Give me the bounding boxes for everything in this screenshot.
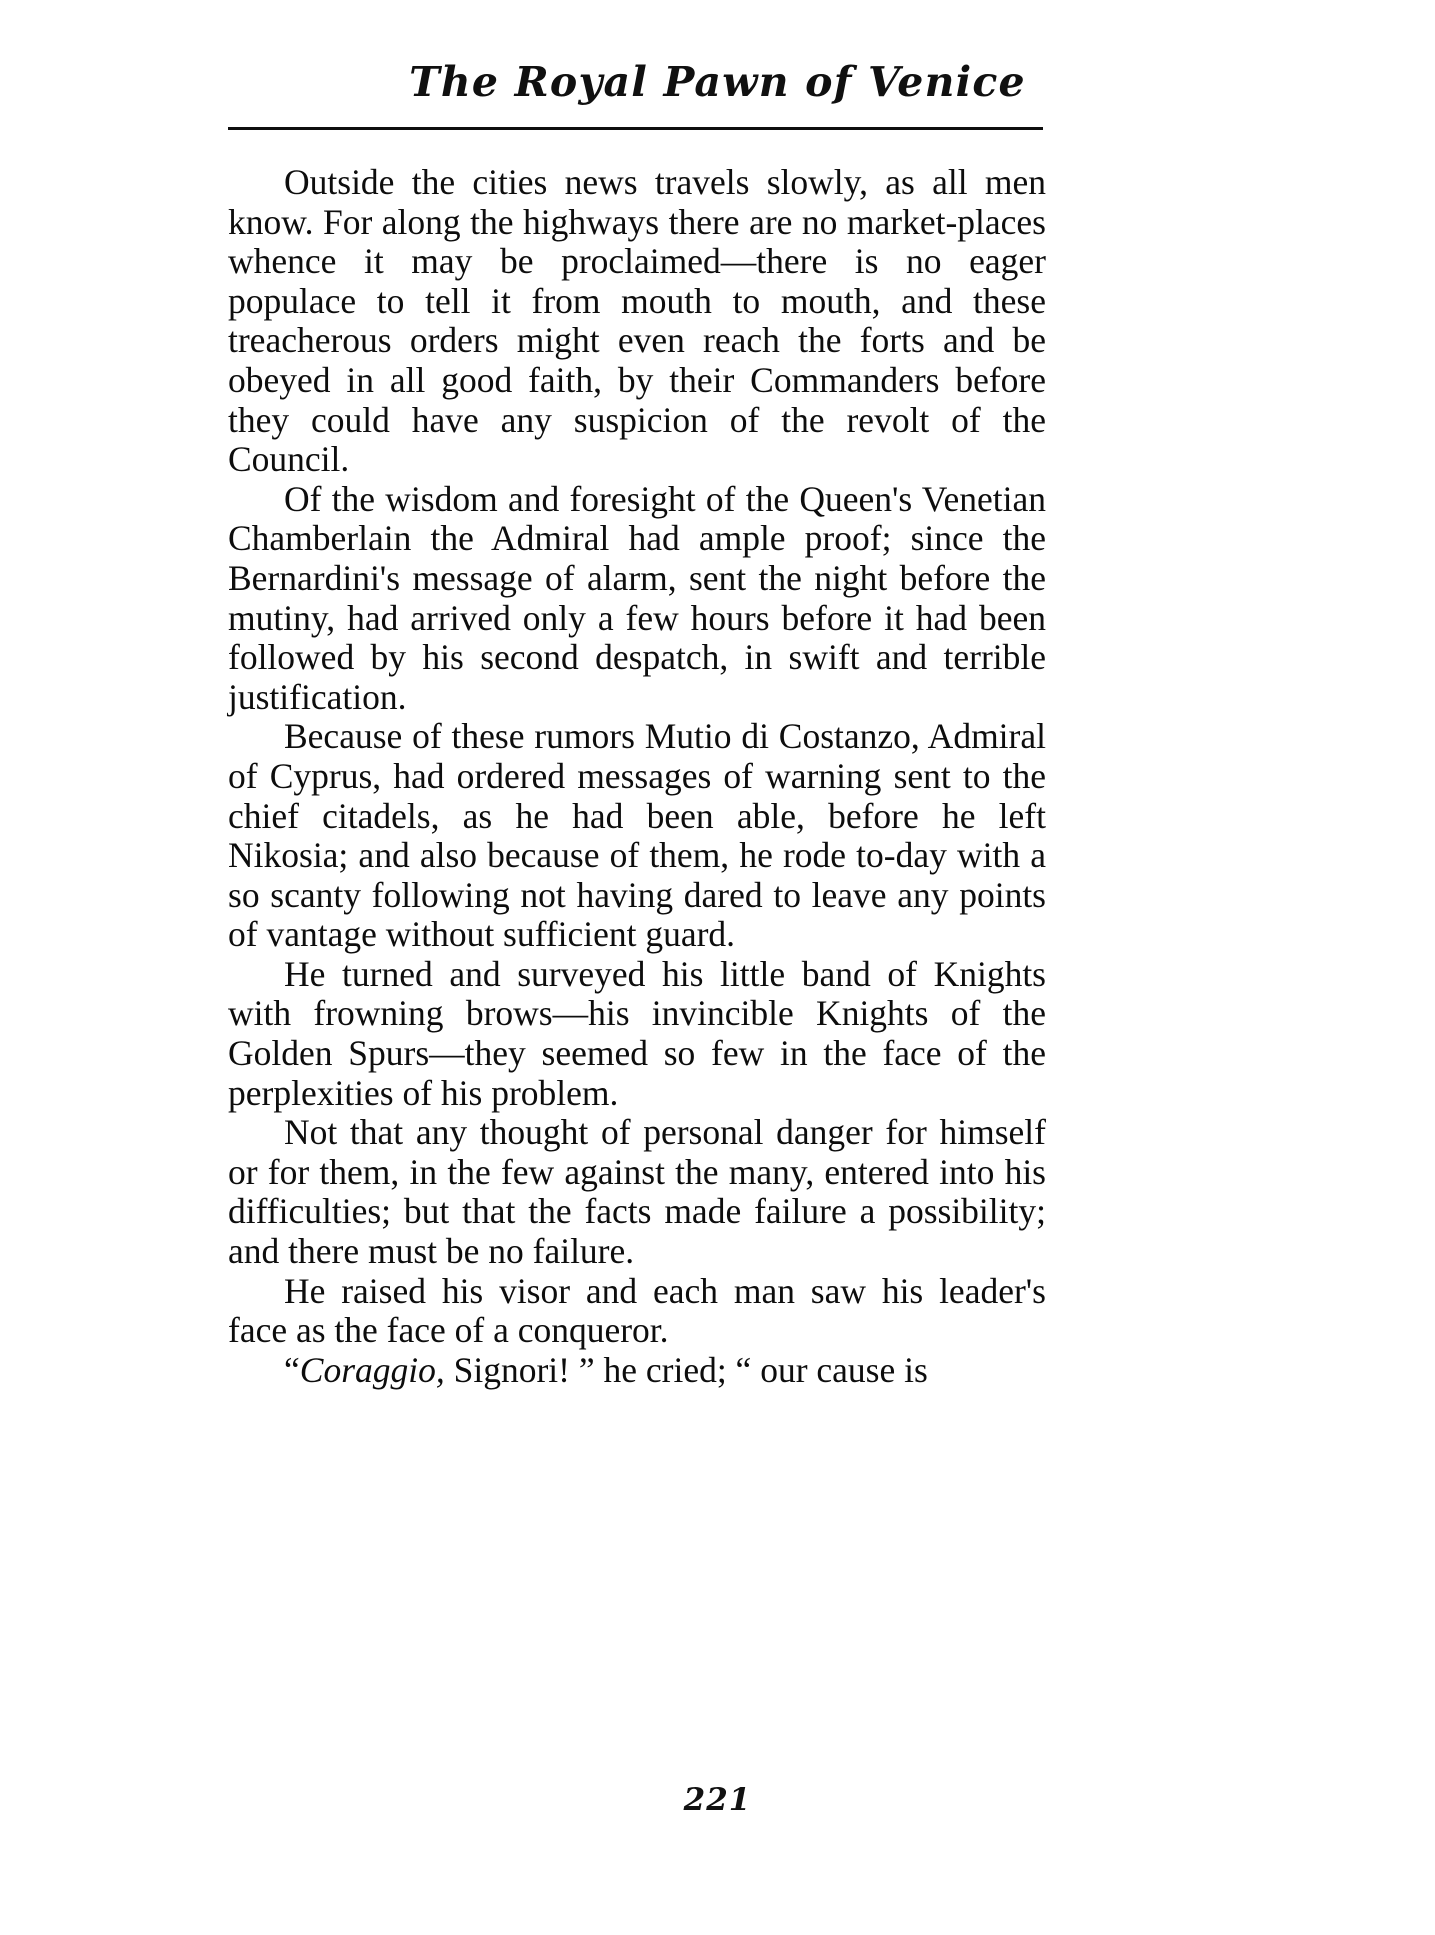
dialogue-text: Signori! ” he cried; “ our cause is	[444, 1349, 928, 1390]
paragraph: Of the wisdom and foresight of the Queen's Venetian Chamberlain the Admiral had ample proof; since the Bernardini's message of alarm, sent the night before the mutiny, had arrived only a few hours before it had been followed by his second despatch, in swift and terrible justification.	[228, 478, 1046, 717]
paragraph: Not that any thought of personal danger for himself or for them, in the few against the many, entered into his difficulties; but that the facts made failure a possibility; and there must be no failure.	[228, 1112, 1046, 1272]
paragraph-with-dialogue	[228, 1351, 1046, 1391]
paragraph: He turned and surveyed his little band of Knights with frowning brows—his invincible Knights of the Golden Spurs—they seemed so few in the face of the perplexities of his problem.	[228, 953, 1046, 1113]
paragraph: He raised his visor and each man saw his leader's face as the face of a conqueror.	[228, 1270, 1046, 1351]
page-title: The Royal Pawn of Venice	[409, 58, 1026, 106]
paragraph: Outside the cities news travels slowly, as all men know. For along the highways there are no market-places whence it may be proclaimed—there is no eager populace to tell it from mouth to mouth, and these treacherous orders might even reach the forts and be obeyed in all good faith, by their Commanders before they could have any suspicion of the revolt of the Council.	[228, 162, 1046, 480]
header-divider	[228, 127, 1043, 130]
body-text-column	[228, 163, 1046, 1390]
page-number: 221	[683, 1782, 752, 1818]
italic-phrase: Coraggio,	[299, 1349, 445, 1390]
paragraph: Because of these rumors Mutio di Costanzo, Admiral of Cyprus, had ordered messages of warning sent to the chief citadels, as he had been able, before he left Nikosia; and also because of them, he rode to-day with a so scanty following not having dared to leave any points of vantage without sufficient guard.	[228, 716, 1046, 955]
open-quote-mark: “	[284, 1349, 300, 1390]
